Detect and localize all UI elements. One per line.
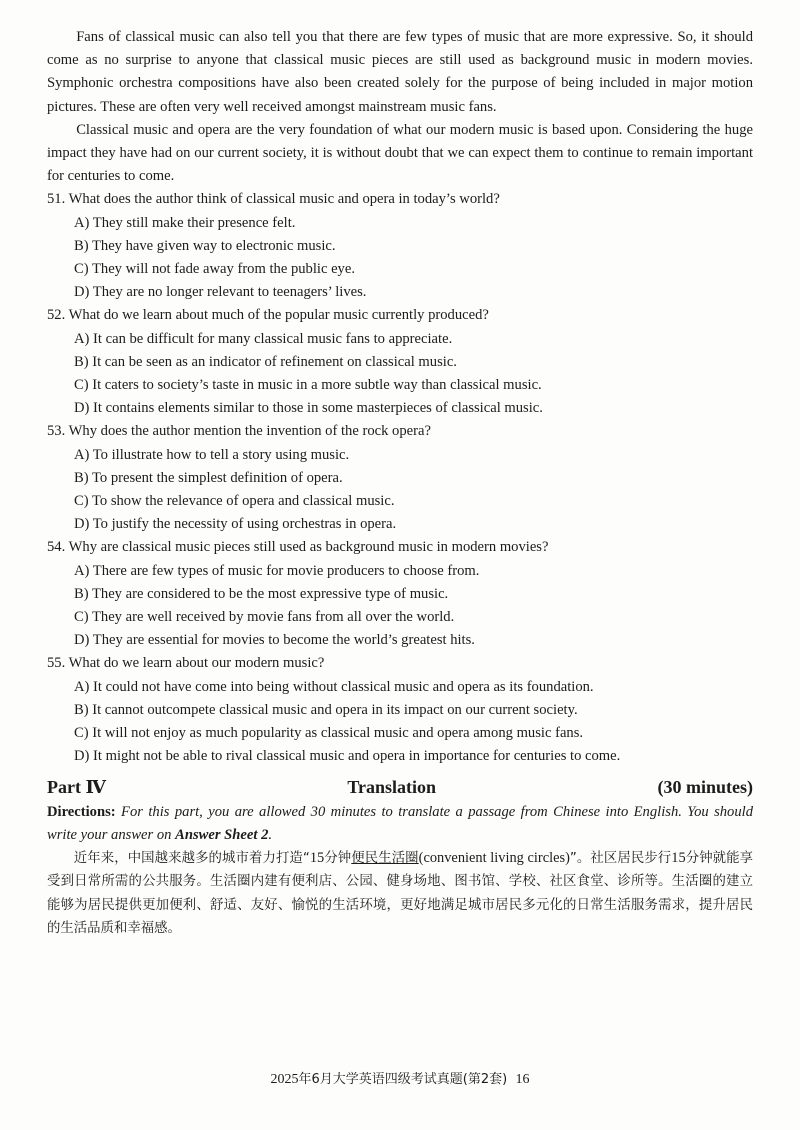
answer-sheet-label: Answer Sheet 2 (175, 826, 269, 843)
page-footer (0, 1068, 800, 1088)
question-54 (47, 536, 753, 652)
exam-page (47, 26, 753, 941)
option-c: C) To show the relevance of opera and classical music. (74, 493, 395, 510)
directions-label: Directions: (47, 803, 116, 820)
question-51 (47, 188, 753, 304)
footer-title: 年6月大学英语四级考试真题(第2套) (298, 1072, 508, 1087)
directions-text: For this part, you are allowed 30 minutes to translate a passage from Chinese into English. You should write your answer on (47, 803, 753, 843)
cn-number-1: 15 (309, 849, 325, 866)
directions-end: . (268, 826, 273, 843)
option-d: D) They are essential for movies to become the world’s greatest hits. (74, 632, 475, 649)
part-label: Part Ⅳ (47, 776, 106, 797)
option-c: C) They are well received by movie fans from all over the world. (74, 609, 455, 626)
option-b: B) It can be seen as an indicator of refinement on classical music. (74, 353, 457, 370)
question-stem: 52. What do we learn about much of the popular music currently produced? (47, 307, 489, 324)
question-stem: 54. Why are classical music pieces still used as background music in modern movies? (47, 539, 549, 556)
passage-paragraph-1: Fans of classical music can also tell you that there are few types of music that are more expressive. So, it should come as no surprise to anyone that classical music pieces are still used as background music in modern movies. Symphonic orchestra compositions have also been created solely for the purpose of being included in major motion pictures. These are often very well received amongst mainstream music fans. (47, 29, 753, 115)
cn-english-gloss: (convenient living circles) (418, 849, 570, 866)
cn-number-2: 15 (671, 849, 686, 866)
option-b: B) It cannot outcompete classical music and opera in its impact on our current society. (74, 701, 578, 718)
question-stem: 55. What do we learn about our modern music? (47, 655, 325, 672)
question-55 (47, 652, 753, 768)
part-time: (30 minutes) (657, 776, 753, 797)
option-c: C) They will not fade away from the public eye. (74, 261, 355, 278)
option-d: D) They are no longer relevant to teenagers’ lives. (74, 284, 367, 301)
option-a: A) There are few types of music for movie producers to choose from. (74, 562, 480, 579)
option-b: B) They have given way to electronic music. (74, 237, 336, 254)
cn-underlined-term: 便民生活圈 (351, 850, 419, 866)
option-a: A) To illustrate how to tell a story using music. (74, 446, 350, 463)
question-stem: 53. Why does the author mention the invention of the rock opera? (47, 423, 431, 440)
option-d: D) To justify the necessity of using orchestras in opera. (74, 516, 397, 533)
option-d: D) It contains elements similar to those in some masterpieces of classical music. (74, 400, 543, 417)
cn-text-3: ”。社区居民步行 (569, 850, 672, 866)
cn-text-1: 近年来，中国越来越多的城市着力打造“ (73, 850, 310, 866)
option-d: D) It might not be able to rival classical music and opera in importance for centuries to come. (74, 748, 621, 765)
passage-paragraph-2: Classical music and opera are the very foundation of what our modern music is based upon. Considering the huge impact they have had on our current society, it is without doubt that we can expect them to continue to remain important for centuries to come. (47, 121, 753, 185)
question-52 (47, 304, 753, 420)
part-title: Translation (347, 776, 437, 797)
question-53 (47, 420, 753, 536)
chinese-passage (47, 847, 753, 941)
option-b: B) They are considered to be the most expressive type of music. (74, 585, 449, 602)
cn-text-2: 分钟 (324, 850, 352, 866)
part-header (47, 775, 753, 799)
option-a: A) It could not have come into being without classical music and opera as its foundation. (74, 678, 594, 695)
option-c: C) It will not enjoy as much popularity as classical music and opera among music fans. (74, 725, 584, 742)
question-stem: 51. What does the author think of classical music and opera in today’s world? (47, 191, 500, 208)
page-number: 16 (515, 1072, 530, 1087)
option-b: B) To present the simplest definition of opera. (74, 469, 343, 486)
directions (47, 801, 753, 847)
footer-year: 2025 (270, 1072, 299, 1087)
option-a: A) They still make their presence felt. (74, 214, 296, 231)
option-a: A) It can be difficult for many classical music fans to appreciate. (74, 330, 453, 347)
option-c: C) It caters to society’s taste in music in a more subtle way than classical music. (74, 377, 542, 394)
cn-text-4: 分钟就能享受到日常所需的公共服务。生活圈内建有便利店、公园、健身场地、图书馆、学校、社区食堂、诊所等。生活圈的建立能够为居民提供更加便利、舒适、友好、愉悦的生活环境，更好地满足城市居民多元化的日常生活服务需求，提升居民的生活品质和幸福感。 (47, 850, 754, 937)
